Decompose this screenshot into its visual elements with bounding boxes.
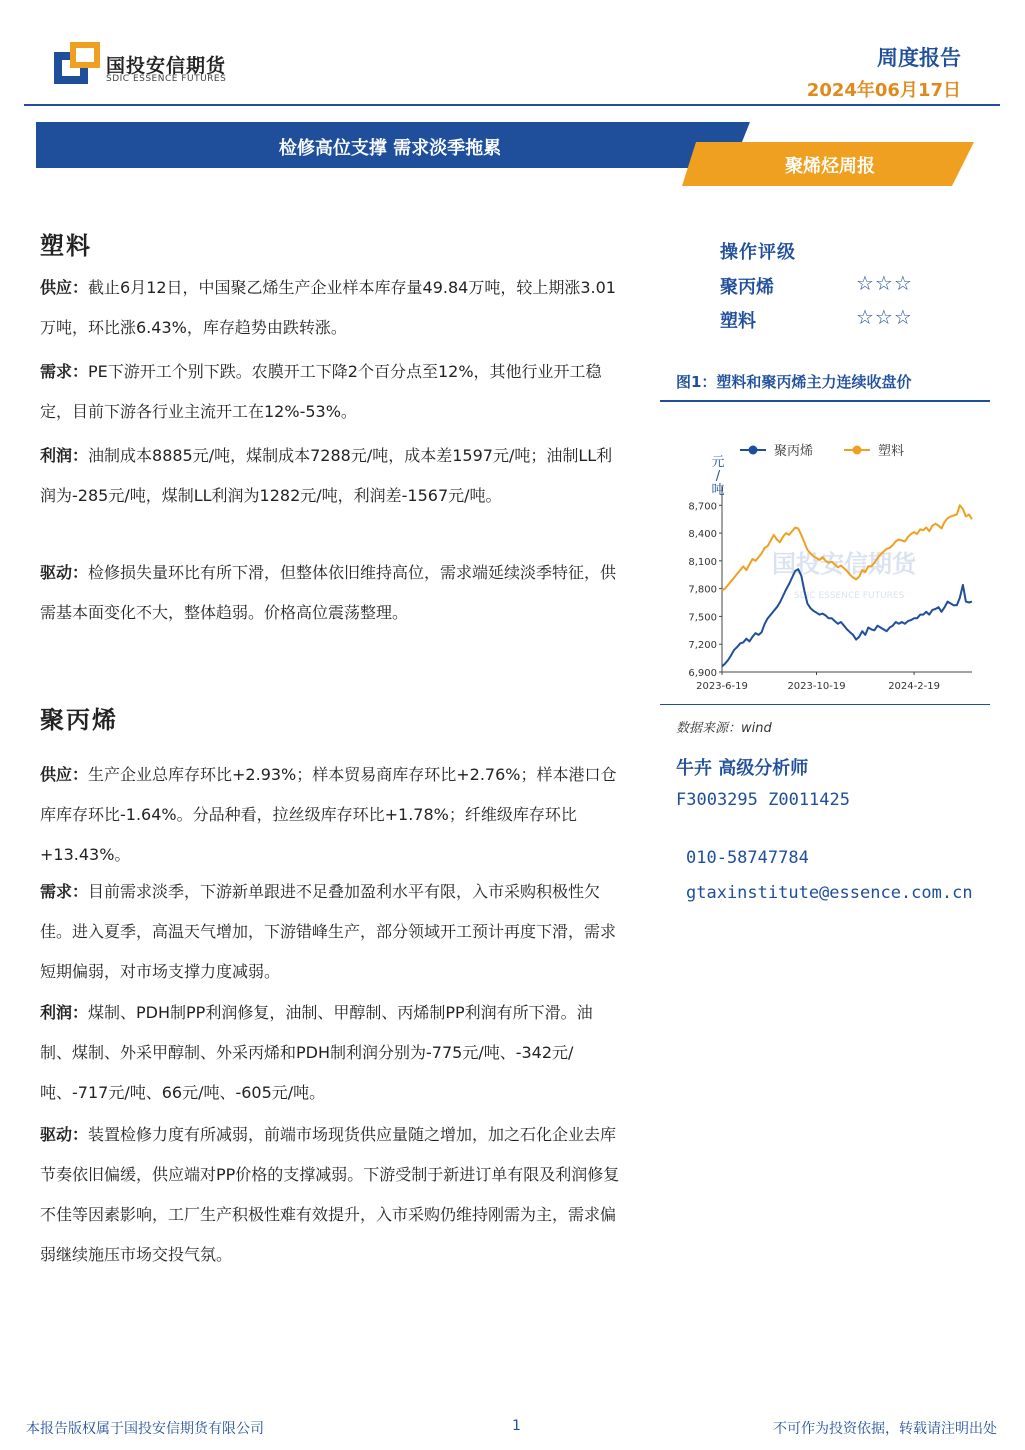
x-tick-label: 2023-10-19 [787, 681, 846, 692]
analyst-cert: F3003295 Z0011425 [676, 790, 850, 810]
pp-driver-label: 驱动： [40, 1125, 89, 1144]
logo-name-cn: 国投安信期货 [106, 55, 227, 77]
figure-title: 图1：塑料和聚丙烯主力连续收盘价 [676, 373, 912, 391]
plastic-driver-label: 驱动： [40, 563, 89, 582]
figure-source: 数据来源：wind [676, 721, 772, 736]
y-tick-label: 7,200 [688, 640, 717, 652]
y-tick-label: 8,700 [688, 501, 717, 513]
plastic-driver-para [40, 553, 622, 633]
y-axis-unit-char: / [715, 469, 721, 484]
report-headline: 检修高位支撑 需求淡季拖累 [278, 138, 502, 159]
plastic-supply-text: 截止6月12日，中国聚乙烯生产企业样本库存量49.84万吨，较上期涨3.01万吨，环比涨6.43%，库存趋势由跌转涨。 [40, 278, 616, 337]
pp-supply-label: 供应： [40, 765, 89, 784]
y-tick-label: 7,800 [688, 584, 717, 596]
rating-stars-plastic: ☆☆☆ [856, 305, 913, 329]
pp-profit-para [40, 993, 622, 1113]
pp-profit-label: 利润： [40, 1003, 89, 1022]
rating-stars-pp: ☆☆☆ [856, 271, 913, 295]
footer-copyright: 本报告版权属于国投安信期货有限公司 [26, 1421, 264, 1437]
rating-title: 操作评级 [720, 242, 796, 263]
series-line-pp [722, 569, 972, 666]
pp-driver-para [40, 1115, 622, 1275]
plastic-supply-label: 供应： [40, 278, 89, 297]
x-tick-label: 2024-2-19 [888, 681, 940, 692]
pp-demand-label: 需求： [40, 882, 89, 901]
plastic-profit-text: 油制成本8885元/吨，煤制成本7288元/吨，成本差1597元/吨；油制LL利润为-285元/吨，煤制LL利润为1282元/吨，利润差-1567元/吨。 [40, 446, 613, 505]
pp-profit-text: 煤制、PDH制PP利润修复，油制、甲醇制、丙烯制PP利润有所下滑。油制、煤制、外采甲醇制、外采丙烯和PDH制利润分别为-775元/吨、-342元/吨、-717元/吨、66元/吨、-605元/吨。 [40, 1003, 593, 1102]
figure-bottom-rule [660, 704, 990, 705]
legend-marker [853, 446, 862, 455]
y-tick-label: 6,900 [688, 668, 717, 679]
plastic-demand-para [40, 352, 622, 432]
rating-name-pp: 聚丙烯 [720, 277, 774, 298]
y-tick-label: 8,100 [688, 556, 717, 568]
analyst-name: 牛卉 高级分析师 [676, 758, 809, 779]
plastic-demand-text: PE下游开工个别下跌。农膜开工下降2个百分点至12%，其他行业开工稳定，目前下游各行业主流开工在12%-53%。 [40, 362, 602, 421]
legend-marker [749, 446, 758, 455]
price-line-chart [662, 410, 990, 702]
header-divider [24, 104, 1000, 106]
chart-watermark-en: SDIC ESSENCE FUTURES [794, 591, 905, 601]
y-axis-unit-char: 元 [711, 455, 725, 470]
analyst-email-link[interactable]: gtaxinstitute@essence.com.cn [686, 883, 973, 903]
pp-supply-text: 生产企业总库存环比+2.93%；样本贸易商库存环比+2.76%；样本港口仓库库存环比-1.64%。分品种看，拉丝级库存环比+1.78%；纤维级库存环比+13.43%。 [40, 765, 617, 864]
report-type: 周度报告 [877, 46, 961, 70]
section-title-pp: 聚丙烯 [40, 706, 118, 734]
logo-name-en: SDIC ESSENCE FUTURES [106, 74, 227, 84]
legend-label: 聚丙烯 [774, 444, 814, 459]
pp-supply-para [40, 755, 622, 875]
plastic-profit-para [40, 436, 622, 516]
plastic-supply-para [40, 268, 622, 348]
report-series-tag: 聚烯烃周报 [785, 156, 875, 177]
plastic-driver-text: 检修损失量环比有所下滑，但整体依旧维持高位，需求端延续淡季特征，供需基本面变化不大，整体趋弱。价格高位震荡整理。 [40, 563, 617, 622]
section-title-plastic: 塑料 [40, 232, 92, 260]
pp-driver-text: 装置检修力度有所减弱，前端市场现货供应量随之增加，加之石化企业去库节奏依旧偏缓，供应端对PP价格的支撑减弱。下游受制于新进订单有限及利润修复不佳等因素影响，工厂生产积极性难有效提升，入市采购仍维持刚需为主，需求偏弱继续施压市场交投气氛。 [40, 1125, 620, 1264]
legend-label: 塑料 [878, 444, 905, 459]
page-number: 1 [512, 1418, 521, 1434]
y-axis-unit-char: 吨 [711, 483, 725, 498]
analyst-phone: 010-58747784 [686, 848, 809, 868]
report-date: 2024年06月17日 [806, 80, 961, 101]
plastic-profit-label: 利润： [40, 446, 89, 465]
y-tick-label: 8,400 [688, 529, 717, 541]
chart-watermark: 国投安信期货 [772, 550, 916, 578]
footer-disclaimer: 不可作为投资依据，转载请注明出处 [773, 1421, 997, 1437]
rating-name-plastic: 塑料 [720, 311, 756, 332]
x-tick-label: 2023-6-19 [696, 681, 748, 692]
pp-demand-para [40, 872, 622, 992]
figure-top-rule [660, 400, 990, 402]
pp-demand-text: 目前需求淡季，下游新单跟进不足叠加盈利水平有限，入市采购积极性欠佳。进入夏季，高温天气增加，下游错峰生产，部分领域开工预计再度下滑，需求短期偏弱，对市场支撑力度减弱。 [40, 882, 617, 981]
y-tick-label: 7,500 [688, 612, 717, 624]
plastic-demand-label: 需求： [40, 362, 89, 381]
company-logo-icon [54, 42, 100, 84]
